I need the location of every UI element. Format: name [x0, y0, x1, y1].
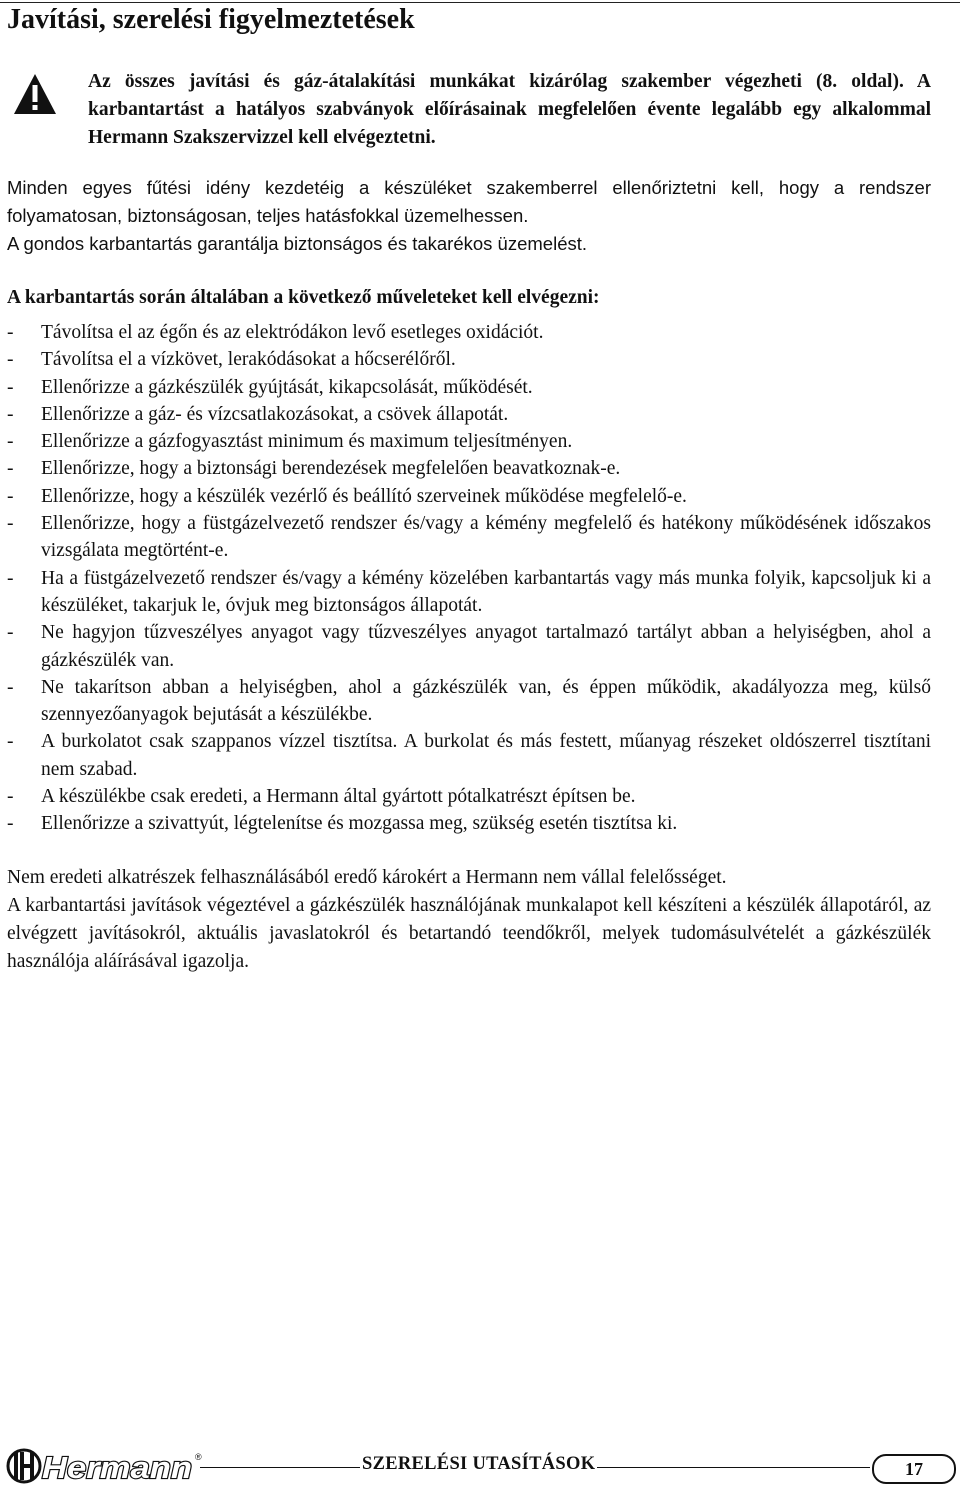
- list-item: - Ha a füstgázelvezető rendszer és/vagy a kémény közelében karbantartás vagy más munka folyik, kapcsoljuk ki a készüléket, takarjuk le, óvjuk meg biztonságos állapotát.: [7, 567, 931, 616]
- maintenance-heading: A karbantartás során általában a következő műveleteket kell elvégezni:: [7, 287, 600, 308]
- page-title: Javítási, szerelési figyelmeztetések: [7, 4, 415, 35]
- logo-registered-mark: ®: [195, 1452, 202, 1462]
- list-item: - Ellenőrizze a gázfogyasztást minimum és maximum teljesítményen.: [7, 431, 573, 453]
- closing-section: [7, 864, 931, 976]
- footer-section-title: SZERELÉSI UTASÍTÁSOK: [362, 1454, 596, 1474]
- list-item: - Távolítsa el az égőn és az elektródákon levő esetleges oxidációt.: [7, 322, 544, 343]
- list-item: - Ne takarítson abban a helyiségben, ahol a gázkészülék van, és éppen működik, akadályozza meg, külső szennyezőanyagok bejutását a készülékbe.: [7, 676, 931, 726]
- list-item: - A burkolatot csak szappanos vízzel tisztítsa. A burkolat és más festett, műanyag részeket oldószerrel tisztítani nem szabad.: [7, 731, 931, 780]
- maintenance-list: [7, 319, 931, 838]
- intro-section: [7, 174, 931, 258]
- warning-triangle-icon: [12, 72, 58, 116]
- list-item: - Ellenőrizze, hogy a biztonsági berendezések megfelelően beavatkoznak-e.: [7, 458, 621, 480]
- closing-paragraph: Nem eredeti alkatrészek felhasználásából eredő károkért a Hermann nem vállal felelősséget.: [7, 867, 727, 888]
- list-item: - Távolítsa el a vízkövet, lerakódásokat a hőcserélőről.: [7, 349, 456, 371]
- list-item: - Ellenőrizze a gáz- és vízcsatlakozásokat, a csövek állapotát.: [7, 403, 509, 425]
- list-item: - Ellenőrizze a szivattyút, légtelenítse és mozgassa meg, szükség esetén tisztítsa ki.: [7, 813, 678, 835]
- top-rule: [0, 2, 960, 3]
- list-item: - Ne hagyjon tűzveszélyes anyagot vagy tűzveszélyes anyagot tartalmazó tartályt abban a helyiségben, ahol a gázkészülék van.: [7, 622, 931, 671]
- logo-wordmark: Hermann: [42, 1450, 192, 1485]
- warning-text: Az összes javítási és gáz-átalakítási munkákat kizárólag szakember végezheti (8. oldal). A karbantartást a hatályos szabványok előírásainak megfelelően évente legalább egy alkalommal Hermann Szakszervizzel kell elvégeztetni.: [88, 71, 931, 148]
- hermann-logo: [6, 1446, 206, 1486]
- intro-paragraph: A gondos karbantartás garantálja biztonságos és takarékos üzemelést.: [7, 233, 588, 254]
- list-item: - Ellenőrizze, hogy a füstgázelvezető rendszer és/vagy a kémény megfelelő és hatékony működésének időszakos vizsgálata megtörtént-e.: [7, 513, 931, 562]
- page-footer: [0, 1440, 960, 1487]
- closing-paragraph: A karbantartási javítások végeztével a gázkészülék használójának munkalapot kell készíteni a készülék állapotáról, az elvégzett javításokról, aktuális javaslatokról és betartandó teendőkről, melyek tudomásulvételét a gázkészülék használója aláírásával igazolja.: [7, 895, 931, 972]
- list-item: - Ellenőrizze, hogy a készülék vezérlő és beállító szerveinek működése megfelelő-e.: [7, 485, 687, 507]
- list-item: - Ellenőrizze a gázkészülék gyújtását, kikapcsolását, működését.: [7, 376, 533, 398]
- page-number: 17: [872, 1454, 956, 1484]
- intro-paragraph: Minden egyes fűtési idény kezdetéig a készüléket szakemberrel ellenőriztetni kell, hogy a rendszer folyamatosan, biztonságosan, teljes hatásfokkal üzemelhessen.: [7, 177, 931, 226]
- list-item: - A készülékbe csak eredeti, a Hermann által gyártott pótalkatrészt építsen be.: [7, 786, 636, 808]
